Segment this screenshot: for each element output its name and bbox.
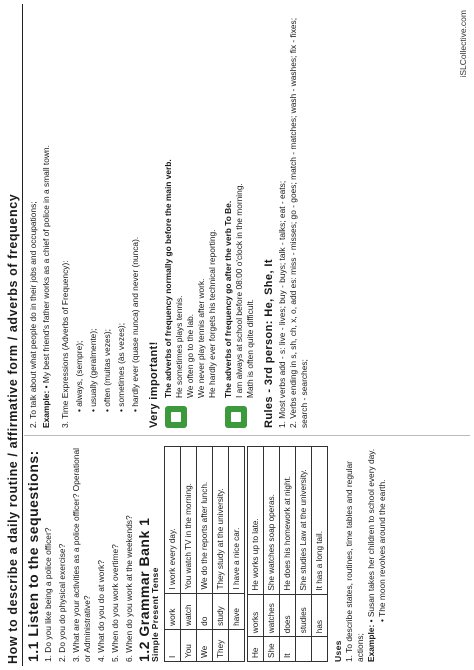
question-item: 2. Do you do physical exercise? xyxy=(57,543,67,662)
example-text: • Susan takes her children to school every day. xyxy=(366,448,376,623)
page-title: How to describe a daily routine / affirmative form / adverbs of frequency xyxy=(6,193,20,664)
rule-box-2 xyxy=(223,10,256,428)
adverb-item: • often (muitas vezes); xyxy=(102,329,112,412)
table-cell: watches xyxy=(264,594,280,637)
point-3: 3. Time Expressions (Adverbs of Frequency): xyxy=(60,260,70,428)
example-label: Example: xyxy=(366,624,376,662)
table-row xyxy=(197,447,213,662)
table-cell: It has a long tail. xyxy=(312,447,328,595)
rule-box-1 xyxy=(163,10,218,428)
adverb-item: • always, (sempre); xyxy=(74,340,84,412)
rule-text: The adverbs of frequency go after the verb To Be. xyxy=(223,200,233,398)
table-cell: You xyxy=(181,629,197,661)
grammar-table-2 xyxy=(247,446,328,662)
rules-heading: Rules - 3rd person: He, She, It xyxy=(263,259,275,428)
question-item: 6. When do you work at the weekends? xyxy=(124,515,134,662)
rule-example: He hardly ever forgets his technical reporting. xyxy=(207,229,217,398)
table-cell: He xyxy=(248,637,264,662)
table-cell: have xyxy=(229,593,245,629)
column-divider xyxy=(24,435,470,436)
adverb-list xyxy=(74,10,141,428)
right-column xyxy=(28,10,310,428)
table-row xyxy=(264,447,280,662)
adverb-item: • sometimes (às vezes); xyxy=(116,322,126,412)
rule-example: We never play tennis after work. xyxy=(196,278,206,398)
uses-line: 1. To describe states, routines, time tables and regular actions; xyxy=(344,461,365,662)
table-cell: She xyxy=(264,637,280,662)
table-row xyxy=(248,447,264,662)
table-cell: He does his homework at night. xyxy=(280,447,296,595)
table-cell: does xyxy=(280,594,296,637)
note-icon xyxy=(165,406,187,428)
rule-example: Math is often quite difficult. xyxy=(245,298,255,398)
table-cell: work xyxy=(165,593,181,629)
table-cell: She watches soap operas. xyxy=(264,447,280,595)
rule-text: The adverbs of frequency normally go before the main verb. xyxy=(163,159,173,398)
table-cell: They xyxy=(213,629,229,661)
table-row xyxy=(181,447,197,662)
table-cell: watch xyxy=(181,593,197,629)
table-row xyxy=(229,447,245,662)
question-item: 5. When do you work overtime? xyxy=(110,544,120,662)
rule-example: We often go to the lab. xyxy=(185,313,195,398)
table-row xyxy=(280,447,296,662)
table-cell: I xyxy=(165,629,181,661)
table-cell: studies xyxy=(296,594,312,637)
table-row xyxy=(296,447,312,662)
important-heading: Very important! xyxy=(148,341,160,428)
table-cell: has xyxy=(312,594,328,637)
question-item: 4. What do you do at work? xyxy=(96,560,106,662)
grammar-table-1 xyxy=(164,446,245,662)
table-cell: You watch TV in the morning. xyxy=(181,447,197,594)
table-cell: They study at the university. xyxy=(213,447,229,594)
point-2-example xyxy=(41,10,52,428)
question-item: 3. What are your activities as a police officer? Operational or Administrative? xyxy=(71,448,92,662)
example-label: Example: xyxy=(41,390,51,428)
adverb-item: • hardly ever (quase nunca) and never (nunca). xyxy=(130,236,140,412)
table-cell xyxy=(229,629,245,661)
uses-example xyxy=(366,442,377,662)
rule-example: He sometimes plays tennis. xyxy=(174,295,184,398)
left-column xyxy=(25,442,388,662)
table-row xyxy=(312,447,328,662)
example-text: • My best friend's father works as a chief of police in a small town. xyxy=(41,145,51,389)
title-divider xyxy=(22,4,23,666)
question-list xyxy=(43,442,135,662)
rule-2: 2. Verbs ending in s, sh, ch, x, o, add es: miss - misses; go - goes; match - matches; wash - washes; fix - fixes; search - searches; xyxy=(288,17,309,428)
table-cell: She studies Law at the university. xyxy=(296,447,312,595)
table-cell: We do the reports after lunch. xyxy=(197,447,213,594)
adverb-item: • usually (geralmente); xyxy=(88,328,98,412)
table-row xyxy=(213,447,229,662)
table-cell: I work every day. xyxy=(165,447,181,594)
question-item: 1. Do you like being a police officer? xyxy=(43,527,53,662)
example-text: • The moon revolves around the earth. xyxy=(377,479,387,622)
grammar-subheading: Simple Present Tense xyxy=(150,567,160,662)
watermark-text: iSLCollective.com xyxy=(458,10,468,78)
rule-1: 1. Most verbs add - s: live - lives; buy - buys; talk - talks; eat - eats; xyxy=(277,180,287,428)
note-icon xyxy=(225,406,247,428)
rule-example: I am always at school before 08:00 o'clock in the morning. xyxy=(234,183,244,398)
uses-heading: Uses xyxy=(333,640,343,662)
table-cell: do xyxy=(197,593,213,629)
table-row xyxy=(165,447,181,662)
table-cell: study xyxy=(213,593,229,629)
grammar-heading: 1.2 Grammar Bank 1 xyxy=(136,517,152,662)
table-cell: works xyxy=(248,594,264,637)
table-cell: It xyxy=(280,637,296,662)
section1-heading: 1.1 Listen to the sequestions: xyxy=(25,450,41,662)
table-cell xyxy=(312,637,328,662)
table-cell xyxy=(296,637,312,662)
point-2: 2. To talk about what people do in their jobs and occupations; xyxy=(28,201,38,428)
table-cell: I have a nice car. xyxy=(229,447,245,594)
table-cell: He works up to late. xyxy=(248,447,264,595)
table-cell: We xyxy=(197,629,213,661)
